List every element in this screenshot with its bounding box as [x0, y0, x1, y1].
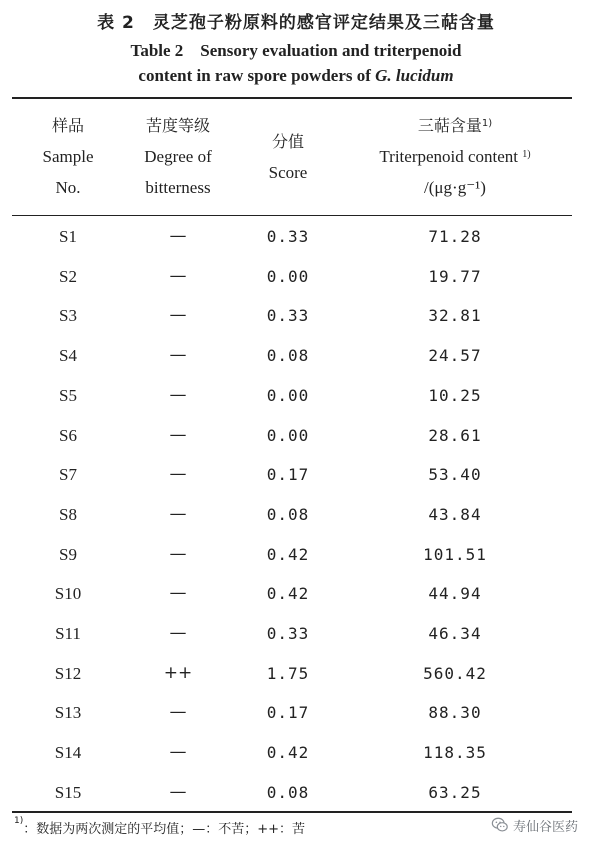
table-row	[0, 336, 592, 376]
header-triterpenoid	[338, 110, 572, 203]
bitterness-cell: —	[169, 345, 187, 366]
header-bitterness-en2: bitterness	[145, 178, 211, 197]
sample-cell: S2	[59, 266, 77, 286]
header-sample-en2: No.	[55, 178, 81, 197]
header-bitterness-en1: Degree of	[144, 147, 212, 166]
triterpenoid-cell: 10.25	[428, 385, 482, 405]
triterpenoid-cell: 53.40	[428, 465, 482, 485]
header-score	[238, 126, 338, 188]
sample-cell: S13	[54, 703, 82, 723]
header-sample-cn: 样品	[51, 116, 84, 135]
table-row	[0, 693, 592, 733]
table-row	[0, 495, 592, 535]
sample-cell: S9	[59, 544, 77, 564]
bitterness-cell: —	[169, 781, 187, 802]
triterpenoid-cell: 28.61	[428, 425, 482, 445]
header-bitterness	[118, 110, 238, 203]
bitterness-cell: —	[169, 384, 187, 405]
table-row	[0, 733, 592, 773]
bitterness-cell: —	[169, 464, 187, 485]
sample-cell: S3	[59, 306, 77, 326]
bitterness-cell: —	[169, 265, 187, 286]
bitterness-cell: —	[169, 424, 187, 445]
sample-cell: S1	[59, 227, 77, 246]
species-name: G. lucidum	[375, 66, 454, 85]
table-row	[0, 455, 592, 495]
watermark-text: 寿仙谷医药	[512, 819, 578, 835]
header-triterpenoid-unit: /(μg·g⁻¹)	[424, 178, 486, 197]
header-bitterness-cn: 苦度等级	[145, 116, 210, 135]
score-cell: 0.33	[266, 624, 310, 643]
score-cell: 0.42	[266, 584, 310, 604]
footnote-mark: 1)	[14, 816, 24, 826]
triterpenoid-cell: 63.25	[428, 782, 482, 802]
sample-cell: S8	[59, 504, 77, 524]
bottom-rule	[12, 811, 572, 813]
wechat-logo-icon	[491, 816, 509, 834]
triterpenoid-cell: 71.28	[428, 227, 482, 246]
header-score-cn: 分值	[271, 132, 304, 151]
triterpenoid-cell: 118.35	[423, 743, 487, 763]
sample-cell: S5	[59, 385, 77, 405]
score-cell: 0.33	[266, 306, 310, 326]
table-row	[0, 296, 592, 336]
score-cell: 0.17	[266, 465, 310, 485]
triterpenoid-cell: 24.57	[428, 346, 482, 366]
table-row	[0, 574, 592, 614]
score-cell: 0.08	[266, 504, 310, 524]
header-score-en: Score	[268, 163, 308, 182]
sample-cell: S11	[55, 624, 81, 643]
footnote-mark: 1)	[522, 149, 531, 160]
sample-cell: S4	[59, 346, 77, 366]
score-cell: 1.75	[266, 663, 310, 683]
table-row	[0, 654, 592, 694]
sample-cell: S12	[54, 663, 82, 683]
triterpenoid-cell: 44.94	[428, 584, 482, 604]
header-triterpenoid-en	[338, 141, 572, 172]
bitterness-cell: —	[169, 623, 187, 643]
triterpenoid-cell: 32.81	[428, 306, 482, 326]
table-footnote	[14, 818, 305, 837]
score-cell: 0.00	[266, 266, 310, 286]
bitterness-cell: —	[169, 742, 187, 763]
table-row	[0, 217, 592, 257]
bitterness-cell: —	[169, 305, 187, 326]
watermark	[491, 814, 578, 836]
footnote-text: ：数据为两次测定的平均值；—：不苦；++：苦	[23, 822, 306, 837]
table-row	[0, 535, 592, 575]
bitterness-cell: ++	[163, 662, 193, 683]
sample-cell: S6	[59, 425, 77, 445]
triterpenoid-cell: 101.51	[423, 544, 487, 564]
score-cell: 0.42	[266, 544, 310, 564]
score-cell: 0.17	[266, 703, 310, 723]
triterpenoid-cell: 560.42	[423, 663, 487, 683]
bitterness-cell: —	[169, 543, 187, 564]
header-sample-en1: Sample	[42, 147, 94, 166]
score-cell: 0.00	[266, 385, 310, 405]
triterpenoid-cell: 43.84	[428, 504, 482, 524]
score-cell: 0.42	[266, 743, 310, 763]
table-row	[0, 257, 592, 297]
sample-cell: S10	[54, 584, 82, 604]
triterpenoid-cell: 46.34	[428, 624, 482, 643]
triterpenoid-cell: 19.77	[428, 266, 482, 286]
bitterness-cell: —	[169, 702, 187, 723]
score-cell: 0.08	[266, 346, 310, 366]
bitterness-cell: —	[169, 583, 187, 604]
header-rule	[12, 215, 572, 216]
sample-cell: S15	[54, 782, 82, 802]
table-title-cn: 表 2 灵芝孢子粉原料的感官评定结果及三萜含量	[97, 13, 495, 33]
score-cell: 0.33	[266, 227, 310, 246]
table-row	[0, 614, 592, 654]
header-triterpenoid-cn-text: 三萜含量	[417, 116, 482, 135]
top-rule	[12, 97, 572, 99]
score-cell: 0.08	[266, 782, 310, 802]
table-row	[0, 773, 592, 813]
bitterness-cell: —	[169, 226, 187, 246]
title-en-prefix: content in raw spore powders of	[138, 66, 376, 85]
header-triterpenoid-en-text: Triterpenoid content	[379, 147, 519, 166]
table-row	[0, 416, 592, 456]
header-triterpenoid-cn	[338, 110, 572, 141]
footnote-mark: 1)	[481, 118, 493, 129]
table-title-en-line1: Table 2 Sensory evaluation and triterpenoid	[130, 41, 462, 60]
bitterness-cell: —	[169, 503, 187, 524]
score-cell: 0.00	[266, 425, 310, 445]
header-sample	[18, 110, 118, 203]
sample-cell: S7	[59, 465, 77, 485]
sample-cell: S14	[54, 743, 82, 763]
table-title-en-line2	[0, 66, 592, 86]
table-row	[0, 376, 592, 416]
triterpenoid-cell: 88.30	[428, 703, 482, 723]
